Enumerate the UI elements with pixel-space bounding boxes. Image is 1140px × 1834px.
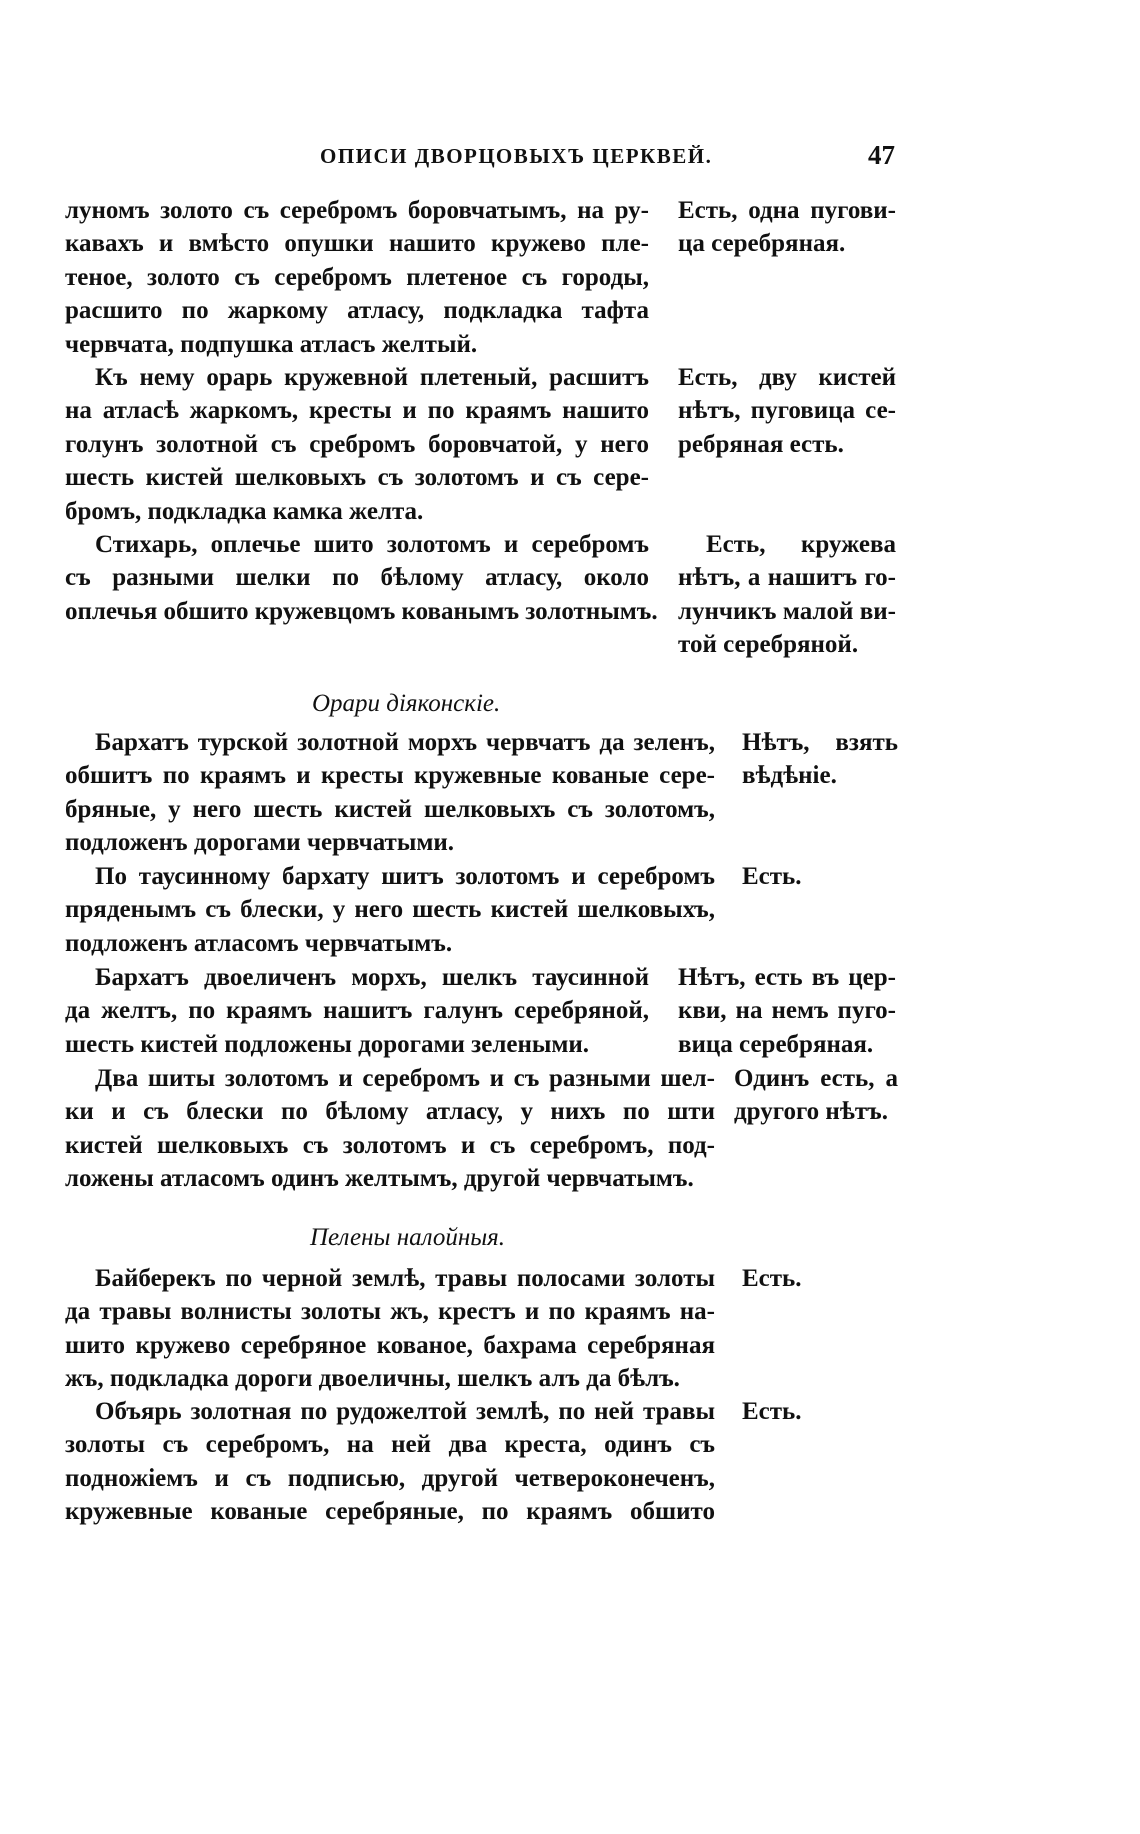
entry-note: Есть. — [742, 1265, 802, 1292]
entry-text: Байберекъ по черной землѣ, травы полосами золоты да травы волнисты золоты жъ, крестъ и по краямъ на- шито кружево серебряное кованое, бахрама серебряная жъ, подкладка дороги двоеличны, шелкъ алъ да бѣлъ. — [65, 1265, 715, 1393]
entry-note: Есть. — [742, 863, 802, 890]
page-number: 47 — [868, 140, 895, 170]
running-head: ОПИСИ ДВОРЦОВЫХЪ ЦЕРКВЕЙ. — [320, 144, 713, 168]
entry-text: Бархатъ двоеличенъ морхъ, шелкъ таусинной да желтъ, по краямъ нашитъ галунъ серебряной, шесть кистей подложены дорогами зелеными. — [65, 964, 649, 1058]
section-heading: Пелены налойныя. — [310, 1224, 506, 1251]
entry-text: Стихарь, оплечье шито золотомъ и серебромъ съ разными шелки по бѣлому атласу, около оплечья обшито кружевцомъ кованымъ золотнымъ. — [65, 531, 658, 625]
entry-text: Объярь золотная по рудожелтой землѣ, по ней травы золоты съ серебромъ, на ней два креста, одинъ съ подножіемъ и съ подписью, другой четвероконеченъ, кружевные кованые серебряные, по краямъ обшито — [65, 1398, 715, 1526]
entry-note: Есть, кружева нѣтъ, а нашитъ го- лунчикъ малой ви- той серебряной. — [678, 531, 896, 659]
entry-text: луномъ золото съ серебромъ боровчатымъ, на ру- кавахъ и вмѣсто опушки нашито кружево пле- теное, золото съ серебромъ плетеное съ городы, расшито по жаркому атласу, подкладка тафта червчата, подпушка атласъ желтый. — [65, 197, 649, 358]
entry-note: Есть. — [742, 1398, 802, 1425]
entry-note: Есть, одна пугови- ца серебряная. — [678, 197, 896, 258]
entry-note: Есть, дву кистей нѣтъ, пуговица се- ребряная есть. — [678, 364, 896, 458]
entry-note: Нѣтъ, взять вѣдѣніе. — [742, 729, 898, 790]
entry-text: Къ нему орарь кружевной плетеный, расшитъ на атласѣ жаркомъ, кресты и по краямъ нашито голунъ золотной съ сребромъ боровчатой, у него шесть кистей шелковыхъ съ золотомъ и съ сере- бромъ, подкладка камка желта. — [65, 364, 649, 525]
entry-note: Одинъ есть, а другого нѣтъ. — [734, 1065, 898, 1126]
entry-text: Два шиты золотомъ и серебромъ и съ разными шел- ки и съ блески по бѣлому атласу, у нихъ по шти кистей шелковыхъ съ золотомъ и съ серебромъ, под- ложены атласомъ одинъ желтымъ, другой червчатымъ. — [65, 1065, 715, 1193]
entry-note: Нѣтъ, есть въ цер- кви, на немъ пуго- вица серебряная. — [678, 964, 896, 1058]
entry-text: Бархатъ турской золотной морхъ червчатъ да зеленъ, обшитъ по краямъ и кресты кружевные кованые сере- бряные, у него шесть кистей шелковыхъ съ золотомъ, подложенъ дорогами червчатыми. — [65, 729, 715, 857]
section-heading: Орари діяконскіе. — [312, 690, 501, 717]
entry-text: По таусинному бархату шитъ золотомъ и серебромъ пряденымъ съ блески, у него шесть кистей шелковыхъ, подложенъ атласомъ червчатымъ. — [65, 863, 715, 957]
